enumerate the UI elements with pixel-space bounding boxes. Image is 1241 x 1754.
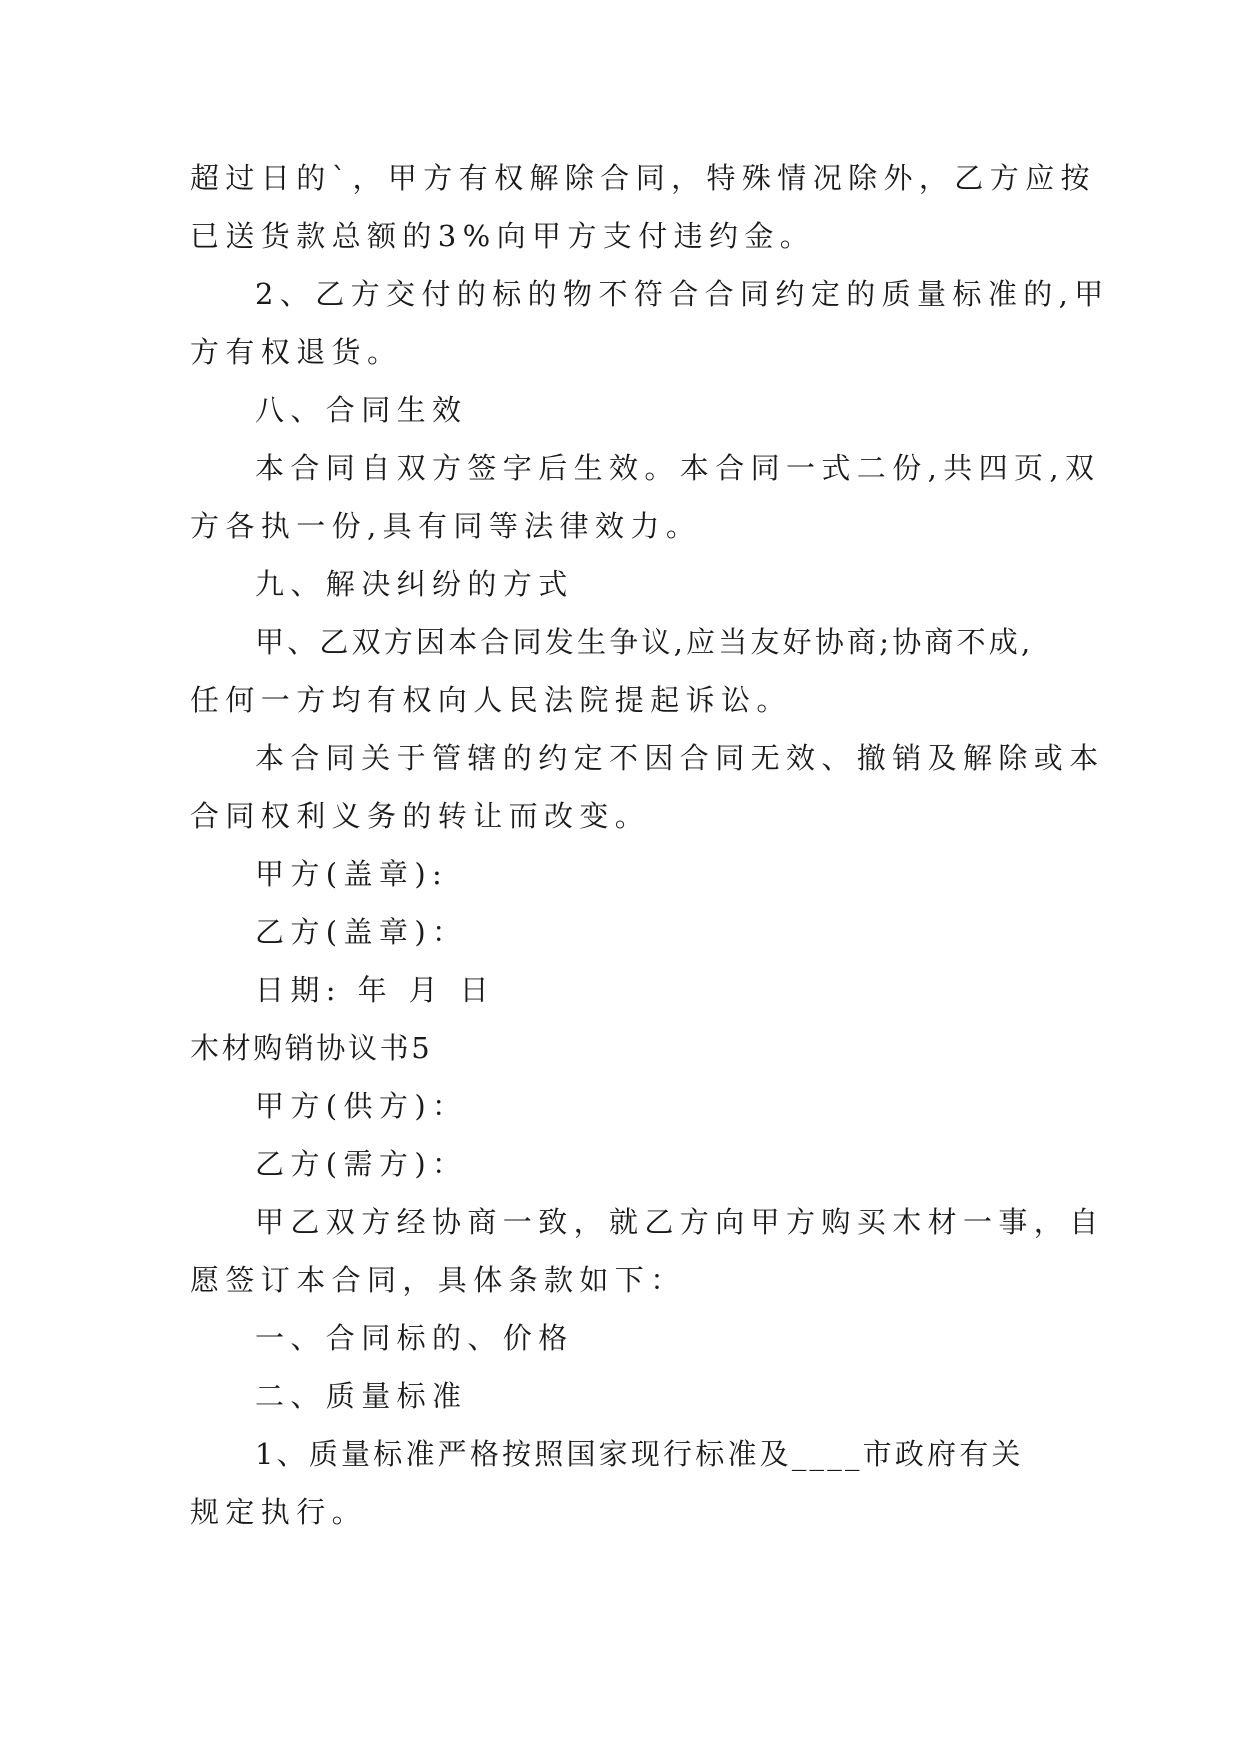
text-line: 合同权利义务的转让而改变。 <box>190 799 651 833</box>
text-line: 超过日的`，甲方有权解除合同，特殊情况除外，乙方应按 <box>190 161 1096 195</box>
signature-line-party-b: 乙方(盖章)： <box>255 915 468 949</box>
signature-line-party-a: 甲方(盖章): <box>255 857 449 891</box>
text-line: 方有权退货。 <box>190 335 403 369</box>
party-b-line: 乙方(需方)： <box>255 1147 468 1181</box>
party-a-line: 甲方(供方)： <box>255 1089 468 1123</box>
section-heading: 八、合同生效 <box>255 393 468 427</box>
text-line: 任何一方均有权向人民法院提起诉讼。 <box>190 683 792 717</box>
date-line: 日期: 年 月 日 <box>255 973 496 1007</box>
text-line: 本合同关于管辖的约定不因合同无效、撤销及解除或本 <box>255 741 1105 775</box>
text-line: 1、质量标准严格按照国家现行标准及____市政府有关 <box>255 1437 1024 1471</box>
section-heading: 九、解决纠纷的方式 <box>255 567 574 601</box>
document-title: 木材购销协议书5 <box>190 1031 433 1065</box>
text-line: 愿签订本合同，具体条款如下： <box>190 1263 686 1297</box>
text-line: 已送货款总额的3%向甲方支付违约金。 <box>190 219 816 253</box>
text-line: 规定执行。 <box>190 1495 368 1529</box>
section-heading: 二、质量标准 <box>255 1379 468 1413</box>
section-heading: 一、合同标的、价格 <box>255 1321 574 1355</box>
text-line: 本合同自双方签字后生效。本合同一式二份,共四页,双 <box>255 451 1101 485</box>
text-line: 方各执一份,具有同等法律效力。 <box>190 509 702 543</box>
text-line: 甲、乙双方因本合同发生争议,应当友好协商;协商不成, <box>255 625 1034 659</box>
text-line: 甲乙双方经协商一致，就乙方向甲方购买木材一事，自 <box>255 1205 1105 1239</box>
text-line: 2、乙方交付的标的物不符合合同约定的质量标准的,甲 <box>255 277 1110 311</box>
